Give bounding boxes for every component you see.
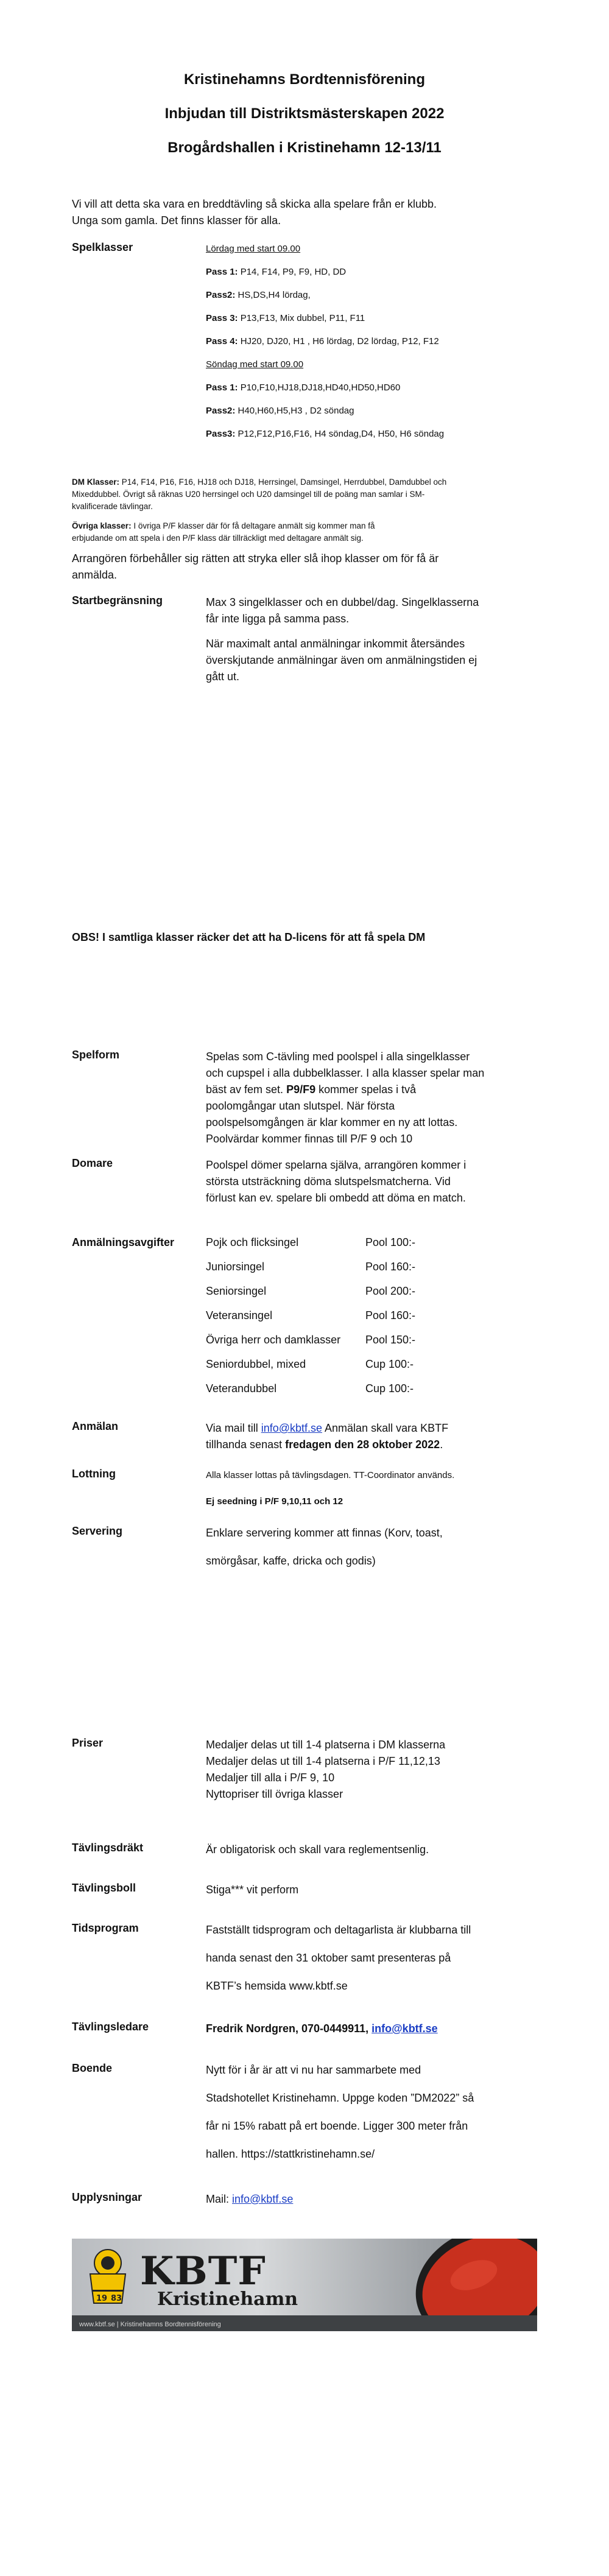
pass-name: Pass 1: xyxy=(206,382,238,393)
play-format-label: Spelform xyxy=(72,1049,120,1061)
pass-name: Pass2: xyxy=(206,406,236,416)
ball-text: Stiga*** vit perform xyxy=(206,1884,299,1896)
fee-amount: Pool 160:- xyxy=(365,1261,416,1273)
pass-name: Pass 4: xyxy=(206,336,238,347)
pass-classes: P10,F10,HJ18,DJ18,HD40,HD50,HD60 xyxy=(238,382,401,393)
other-classes-line-1 xyxy=(72,520,375,532)
saturday-heading: Lördag med start 09.00 xyxy=(206,244,301,254)
saturday-pass-2 xyxy=(206,289,311,302)
prizes-line: Medaljer till alla i P/F 9, 10 xyxy=(206,1772,335,1784)
pass-name: Pass 3: xyxy=(206,313,238,323)
fee-name: Seniorsingel xyxy=(206,1285,267,1297)
fee-name: Pojk och flicksingel xyxy=(206,1236,299,1248)
start-limit-label: Startbegränsning xyxy=(72,594,163,607)
pass-classes: H40,H60,H5,H3 , D2 söndag xyxy=(235,406,354,416)
referee-line-3: förlust kan ev. spelare bli ombedd att döma en match. xyxy=(206,1192,466,1204)
registration-text: . xyxy=(440,1438,443,1451)
sunday-pass-2 xyxy=(206,404,354,418)
catering-line-1: Enklare servering kommer att finnas (Korv, toast, xyxy=(206,1527,443,1539)
director-text xyxy=(206,2021,438,2037)
info-label: Upplysningar xyxy=(72,2191,143,2203)
dress-label: Tävlingsdräkt xyxy=(72,1842,144,1854)
fee-name: Övriga herr och damklasser xyxy=(206,1334,341,1346)
fee-row xyxy=(206,1261,462,1273)
schedule-line-2: handa senast den 31 oktober samt presenteras på xyxy=(206,1952,451,1964)
organizer-note-line-1: Arrangören förbehåller sig rätten att stryka eller slå ihop klasser om för få är xyxy=(72,552,439,565)
referee-line-2: största utsträckning döma slutspelsmatcherna. Vid xyxy=(206,1175,451,1188)
fee-amount: Pool 150:- xyxy=(365,1334,416,1346)
registration-deadline: fredagen den 28 oktober 2022 xyxy=(285,1438,440,1451)
start-limit-p2-line-2: överskjutande anmälningar även om anmälningstiden ej xyxy=(206,654,477,666)
organizer-note-line-2: anmälda. xyxy=(72,569,118,581)
saturday-pass-1 xyxy=(206,266,346,279)
accommodation-line-1: Nytt för i år är att vi nu har sammarbete med xyxy=(206,2064,421,2076)
logo-year-left: 19 xyxy=(96,2294,108,2303)
venue-heading: Brogårdshallen i Kristinehamn 12-13/11 xyxy=(167,139,442,156)
info-email-link[interactable]: info@kbtf.se xyxy=(232,2193,294,2205)
start-limit-p2-line-1: När maximalt antal anmälningar inkommit återsändes xyxy=(206,638,465,650)
prizes-line: Medaljer delas ut till 1-4 platserna i DM klasserna xyxy=(206,1739,446,1751)
registration-text: Anmälan skall vara KBTF xyxy=(322,1422,449,1434)
banner-brand: KBTF xyxy=(140,2248,266,2294)
invitation-heading: Inbjudan till Distriktsmästerskapen 2022 xyxy=(164,105,445,122)
sunday-pass-3 xyxy=(206,428,444,441)
other-classes-text: I övriga P/F klasser där för få deltagare anmält sig kommer man få xyxy=(131,521,375,530)
pass-classes: P14, F14, P9, F9, HD, DD xyxy=(238,267,347,277)
start-limit-p1-line-1: Max 3 singelklasser och en dubbel/dag. Singelklasserna xyxy=(206,596,479,608)
fee-row xyxy=(206,1236,462,1249)
draw-label: Lottning xyxy=(72,1468,116,1480)
pass-classes: P12,F12,P16,F16, H4 söndag,D4, H50, H6 söndag xyxy=(235,429,445,439)
director-name-phone: Fredrik Nordgren, 070-0449911, xyxy=(206,2022,372,2035)
club-name-heading: Kristinehamns Bordtennisförening xyxy=(183,71,426,88)
info-text xyxy=(206,2191,293,2208)
registration-label: Anmälan xyxy=(72,1420,119,1432)
play-format-bold-classes: P9/F9 xyxy=(286,1083,316,1096)
accommodation-label: Boende xyxy=(72,2062,113,2074)
accommodation-line-3: får ni 15% rabatt på ert boende. Ligger 300 meter från xyxy=(206,2120,468,2132)
intro-line-2: Unga som gamla. Det finns klasser för alla. xyxy=(72,214,281,227)
intro-line-1: Vi vill att detta ska vara en breddtävling så skicka alla spelare från er klubb. xyxy=(72,198,437,210)
prizes-line: Medaljer delas ut till 1-4 platserna i P/F 11,12,13 xyxy=(206,1755,440,1767)
pass-classes: HJ20, DJ20, H1 , H6 lördag, D2 lördag, P12, F12 xyxy=(238,336,439,347)
director-email-link[interactable]: info@kbtf.se xyxy=(371,2022,438,2035)
club-logo-icon xyxy=(83,2247,133,2308)
license-notice: OBS! I samtliga klasser räcker det att ha D-licens för att få spela DM xyxy=(72,931,426,943)
fee-amount: Pool 200:- xyxy=(365,1285,416,1297)
registration-email-link[interactable]: info@kbtf.se xyxy=(261,1422,323,1434)
dm-classes-line-1 xyxy=(72,476,446,488)
logo-year-right: 83 xyxy=(111,2294,122,2303)
start-limit-p2-line-3: gått ut. xyxy=(206,670,240,683)
fee-row xyxy=(206,1334,462,1346)
play-format-line-2: och cupspel i alla dubbelklasser. I alla klasser spelar man xyxy=(206,1067,485,1079)
fee-row xyxy=(206,1309,462,1322)
play-format-line-6: Poolvärdar kommer finnas till P/F 9 och 10 xyxy=(206,1133,413,1145)
catering-label: Servering xyxy=(72,1525,123,1537)
saturday-pass-4 xyxy=(206,335,439,348)
fee-amount: Cup 100:- xyxy=(365,1358,414,1370)
pass-name: Pass3: xyxy=(206,429,236,439)
play-format-line-1: Spelas som C-tävling med poolspel i alla singelklasser xyxy=(206,1050,470,1063)
referee-line-1: Poolspel dömer spelarna själva, arrangören kommer i xyxy=(206,1159,466,1171)
fee-amount: Pool 100:- xyxy=(365,1236,416,1248)
fee-name: Veterandubbel xyxy=(206,1382,277,1395)
play-format-line-3 xyxy=(206,1082,416,1098)
dm-classes-line-2: Mixeddubbel. Övrigt så räknas U20 herrsingel och U20 damsingel till de poäng man samlar i SM- xyxy=(72,490,425,499)
fee-name: Seniordubbel, mixed xyxy=(206,1358,306,1370)
pass-classes: HS,DS,H4 lördag, xyxy=(235,290,311,300)
banner-footer-text: www.kbtf.se | Kristinehamns Bordtennisförening xyxy=(79,2321,221,2328)
start-limit-p1-line-2: får inte ligga på samma pass. xyxy=(206,613,350,625)
draw-line-2: Ej seedning i P/F 9,10,11 och 12 xyxy=(206,1496,343,1507)
dm-classes-line-3: kvalificerade tävlingar. xyxy=(72,502,153,511)
director-label: Tävlingsledare xyxy=(72,2021,149,2033)
club-banner xyxy=(72,2239,537,2331)
fee-name: Veteransingel xyxy=(206,1309,273,1321)
saturday-pass-3 xyxy=(206,312,365,325)
registration-text: tillhanda senast xyxy=(206,1438,286,1451)
sunday-pass-1 xyxy=(206,381,400,395)
dm-classes-text: P14, F14, P16, F16, HJ18 och DJ18, Herrsingel, Damsingel, Herrdubbel, Damdubbel och xyxy=(119,477,447,487)
banner-subtitle: Kristinehamn xyxy=(157,2289,298,2310)
fee-amount: Cup 100:- xyxy=(365,1382,414,1395)
info-prefix: Mail: xyxy=(206,2193,233,2205)
pass-name: Pass 1: xyxy=(206,267,238,277)
accommodation-line-4: hallen. https://stattkristinehamn.se/ xyxy=(206,2148,375,2160)
spelklasser-label: Spelklasser xyxy=(72,241,133,253)
play-format-text: bäst av fem set. xyxy=(206,1083,287,1096)
pass-name: Pass2: xyxy=(206,290,236,300)
registration-text: Via mail till xyxy=(206,1422,261,1434)
schedule-label: Tidsprogram xyxy=(72,1922,139,1934)
prizes-label: Priser xyxy=(72,1737,104,1749)
fee-row xyxy=(206,1358,462,1371)
other-classes-label: Övriga klasser: xyxy=(72,521,132,530)
referee-label: Domare xyxy=(72,1157,113,1169)
accommodation-line-2: Stadshotellet Kristinehamn. Uppge koden ”DM2022” så xyxy=(206,2092,474,2104)
fee-name: Juniorsingel xyxy=(206,1261,265,1273)
dm-classes-label: DM Klasser: xyxy=(72,477,120,487)
other-classes-line-2: erbjudande om att spela i den P/F klass där tillräckligt med deltagare anmält sig. xyxy=(72,533,364,543)
fee-row xyxy=(206,1285,462,1298)
dress-text: Är obligatorisk och skall vara reglementsenlig. xyxy=(206,1843,429,1856)
prizes-line: Nyttopriser till övriga klasser xyxy=(206,1788,343,1800)
schedule-line-1: Fastställt tidsprogram och deltagarlista är klubbarna till xyxy=(206,1924,471,1936)
play-format-text: kommer spelas i två xyxy=(315,1083,417,1096)
sunday-heading: Söndag med start 09.00 xyxy=(206,359,304,370)
fee-row xyxy=(206,1382,462,1395)
fee-amount: Pool 160:- xyxy=(365,1309,416,1321)
play-format-line-5: poolspelsomgången är klar kommer en ny att lottas. xyxy=(206,1116,458,1128)
registration-line-1 xyxy=(206,1420,448,1437)
draw-line-1: Alla klasser lottas på tävlingsdagen. TT-Coordinator används. xyxy=(206,1470,455,1480)
ball-label: Tävlingsboll xyxy=(72,1882,136,1894)
fees-label: Anmälningsavgifter xyxy=(72,1236,175,1248)
pass-classes: P13,F13, Mix dubbel, P11, F11 xyxy=(238,313,365,323)
schedule-line-3: KBTF’s hemsida www.kbtf.se xyxy=(206,1980,348,1992)
catering-line-2: smörgåsar, kaffe, dricka och godis) xyxy=(206,1555,376,1567)
registration-line-2 xyxy=(206,1437,443,1453)
play-format-line-4: poolomgångar utan slutspel. När första xyxy=(206,1100,395,1112)
